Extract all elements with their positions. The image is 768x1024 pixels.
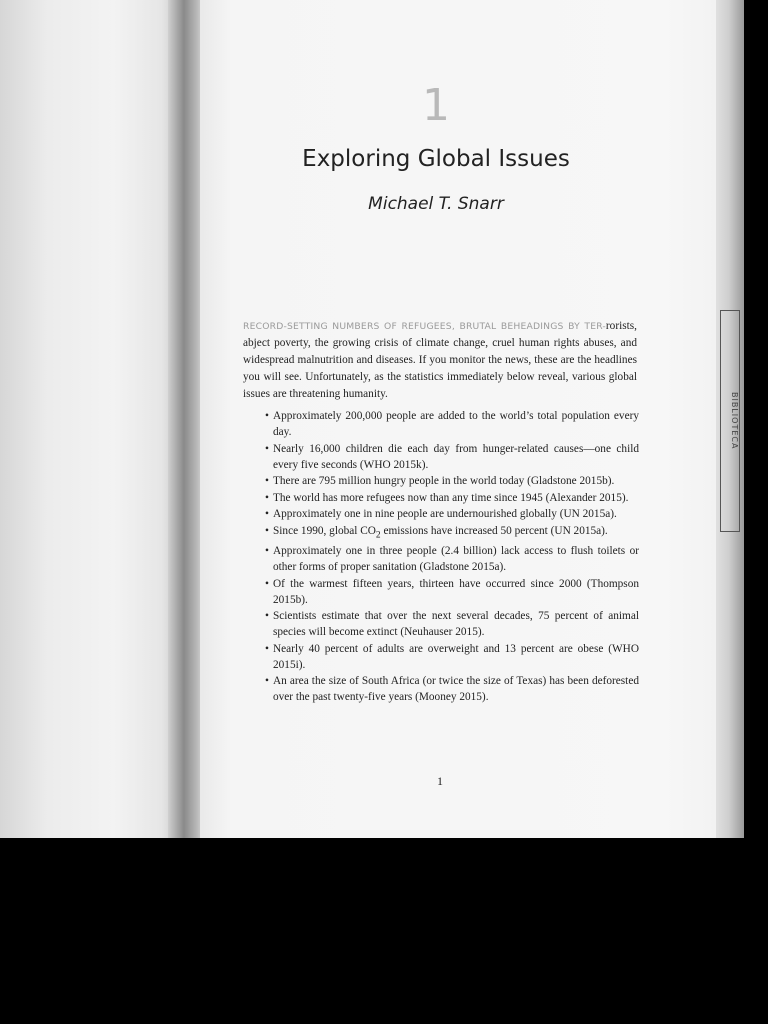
list-item <box>259 641 639 673</box>
list-item <box>259 576 639 608</box>
list-item <box>259 473 639 489</box>
chapter-title: Exploring Global Issues <box>302 146 570 172</box>
list-item-text: Nearly 16,000 children die each day from hunger-related causes—one child every five seconds (WHO 2015k). <box>273 442 639 471</box>
list-item <box>259 441 639 473</box>
intro-paragraph <box>243 318 637 403</box>
list-item <box>259 543 639 575</box>
statistics-list <box>259 408 639 706</box>
list-item-text: An area the size of South Africa (or twice the size of Texas) has been deforested over the past twenty-five years (Mooney 2015). <box>273 675 639 704</box>
list-item <box>259 608 639 640</box>
list-item-text: Approximately 200,000 people are added to the world’s total population every day. <box>273 410 639 438</box>
list-item-text: Approximately one in nine people are undernourished globally (UN 2015a). <box>273 508 617 520</box>
list-item-text: Scientists estimate that over the next several decades, 75 percent of animal species will become extinct (Neuhauser 2015). <box>273 610 639 639</box>
left-page-blank <box>0 0 190 838</box>
chapter-author: Michael T. Snarr <box>368 194 504 214</box>
library-stamp-label: BIBLIOTECA <box>720 310 740 532</box>
subscript-two: 2 <box>375 529 381 540</box>
list-item-text: Of the warmest fifteen years, thirteen have occurred since 2000 (Thompson 2015b). <box>273 577 639 606</box>
list-item <box>259 490 639 506</box>
list-item-text: There are 795 million hungry people in the world today (Gladstone 2015b). <box>273 475 615 487</box>
list-item-text: The world has more refugees now than any time since 1945 (Alexander 2015). <box>273 491 629 504</box>
list-item-text-after: emissions have increased 50 percent (UN 2015a). <box>380 524 608 537</box>
chapter-number: 1 <box>422 80 450 131</box>
page-number: 1 <box>437 774 443 788</box>
list-item <box>259 506 639 522</box>
list-item <box>259 408 639 440</box>
list-item <box>259 673 639 705</box>
list-item-text: Approximately one in three people (2.4 billion) lack access to flush toilets or other forms of proper sanitation (Gladstone 2015a). <box>273 545 639 574</box>
list-item <box>259 523 639 543</box>
scan-background <box>0 838 768 1024</box>
list-item-text: Nearly 40 percent of adults are overweight and 13 percent are obese (WHO 2015i). <box>273 642 639 671</box>
intro-lead-caps: RECORD-SETTING NUMBERS OF REFUGEES, BRUTAL BEHEADINGS BY TER- <box>243 321 606 332</box>
intro-text: rorists, abject poverty, the growing crisis of climate change, cruel human rights abuses, and widespread malnutrition and diseases. If you monitor the news, these are the headlines you will see. Unfortunately, as the statistics immediately below reveal, various global issues are threatening humanity. <box>243 320 637 400</box>
list-item-text-before: Since 1990, global CO <box>273 524 376 537</box>
